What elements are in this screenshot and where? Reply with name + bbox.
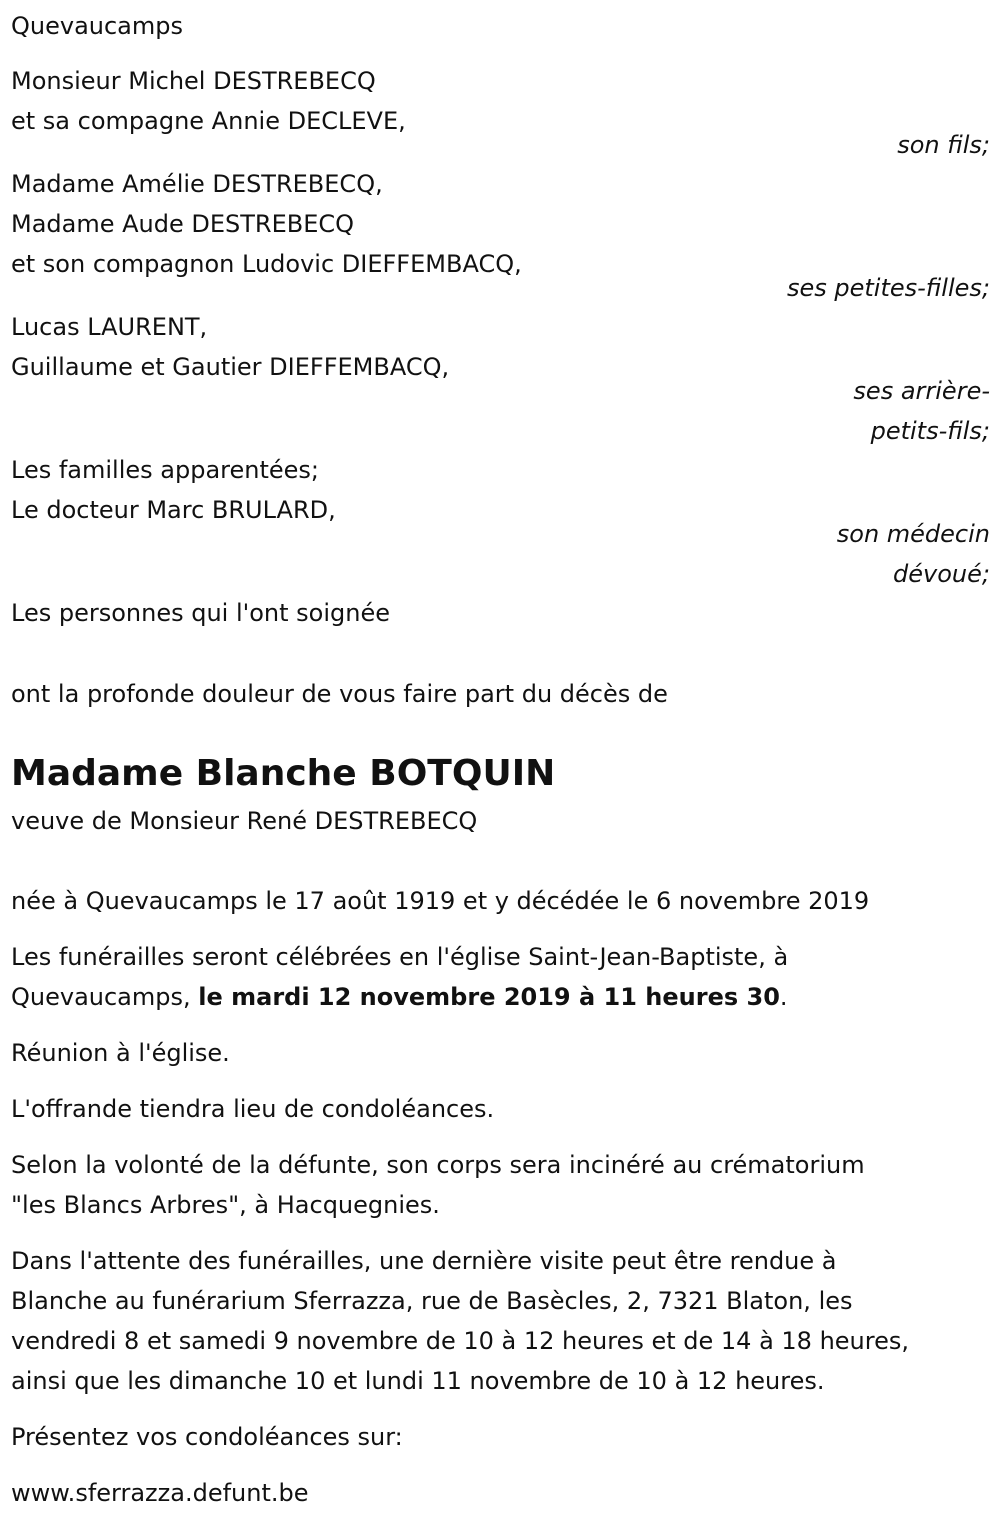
family-line: Monsieur Michel DESTREBECQ bbox=[11, 67, 376, 95]
cremation-line: Selon la volonté de la défunte, son corps sera incinéré au crématorium bbox=[11, 1151, 865, 1179]
family-line: et sa compagne Annie DECLEVE, bbox=[11, 107, 406, 135]
condolences-label: Présentez vos condoléances sur: bbox=[11, 1423, 403, 1451]
family-line: Madame Amélie DESTREBECQ, bbox=[11, 170, 383, 198]
family-line: Lucas LAURENT, bbox=[11, 313, 208, 341]
visit-line: Dans l'attente des funérailles, une dernière visite peut être rendue à bbox=[11, 1247, 837, 1275]
funeral-date: le mardi 12 novembre 2019 à 11 heures 30 bbox=[198, 983, 780, 1011]
relation-label: ses arrière- bbox=[853, 377, 990, 405]
meeting-line: Réunion à l'église. bbox=[11, 1039, 230, 1067]
relation-label: dévoué; bbox=[893, 560, 990, 588]
visit-line: Blanche au funérarium Sferrazza, rue de Basècles, 2, 7321 Blaton, les bbox=[11, 1287, 853, 1315]
funeral-line: Les funérailles seront célébrées en l'église Saint-Jean-Baptiste, à bbox=[11, 943, 789, 971]
town-header: Quevaucamps bbox=[11, 12, 184, 40]
family-line: Madame Aude DESTREBECQ bbox=[11, 210, 355, 238]
spouse-line: veuve de Monsieur René DESTREBECQ bbox=[11, 807, 478, 835]
deceased-name: Madame Blanche BOTQUIN bbox=[11, 753, 556, 794]
relation-label: ses petites-filles; bbox=[786, 274, 990, 302]
funeral-place: Quevaucamps, bbox=[11, 983, 199, 1011]
offering-line: L'offrande tiendra lieu de condoléances. bbox=[11, 1095, 495, 1123]
condolences-url: www.sferrazza.defunt.be bbox=[11, 1479, 309, 1507]
family-line: et son compagnon Ludovic DIEFFEMBACQ, bbox=[11, 250, 522, 278]
announcement-text: ont la profonde douleur de vous faire part du décès de bbox=[11, 680, 668, 708]
family-line: Les personnes qui l'ont soignée bbox=[11, 599, 390, 627]
relation-label: petits-fils; bbox=[870, 417, 990, 445]
visit-line: vendredi 8 et samedi 9 novembre de 10 à 12 heures et de 14 à 18 heures, bbox=[11, 1327, 910, 1355]
family-line: Les familles apparentées; bbox=[11, 456, 320, 484]
family-line: Le docteur Marc BRULARD, bbox=[11, 496, 336, 524]
relation-label: son médecin bbox=[836, 520, 990, 548]
cremation-line: "les Blancs Arbres", à Hacquegnies. bbox=[11, 1191, 440, 1219]
funeral-line bbox=[11, 977, 788, 1017]
relation-label: son fils; bbox=[897, 131, 990, 159]
birth-death-line: née à Quevaucamps le 17 août 1919 et y décédée le 6 novembre 2019 bbox=[11, 887, 870, 915]
visit-line: ainsi que les dimanche 10 et lundi 11 novembre de 10 à 12 heures. bbox=[11, 1367, 825, 1395]
funeral-punct: . bbox=[779, 983, 788, 1011]
family-line: Guillaume et Gautier DIEFFEMBACQ, bbox=[11, 353, 450, 381]
